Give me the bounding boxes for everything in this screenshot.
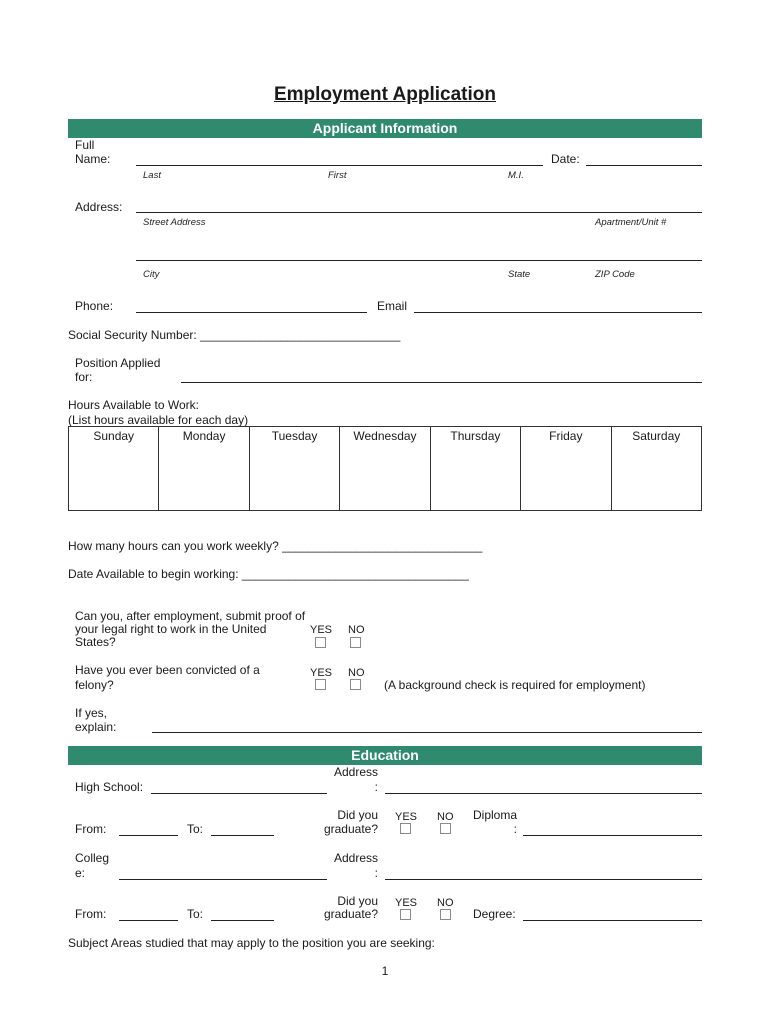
date-label: Date:	[551, 152, 580, 166]
hs-address-field[interactable]	[385, 793, 702, 794]
diploma-label-line2: :	[513, 822, 517, 836]
college-to-field[interactable]	[211, 920, 274, 921]
hs-graduate-no-checkbox[interactable]	[440, 823, 451, 834]
day-saturday[interactable]: Saturday	[611, 427, 701, 511]
felony-question-line2: felony?	[75, 678, 114, 692]
full-name-field[interactable]	[136, 165, 543, 166]
day-sunday[interactable]: Sunday	[69, 427, 159, 511]
address-label: Address:	[75, 200, 123, 214]
felony-question-line1: Have you ever been convicted of a	[75, 663, 260, 677]
hs-did-you-label: Did you	[337, 808, 378, 822]
city-state-zip-field[interactable]	[136, 260, 702, 261]
weekly-hours-field[interactable]: How many hours can you work weekly? ______________________________	[68, 539, 483, 553]
hs-to-field[interactable]	[211, 835, 274, 836]
hs-address-label-line2: :	[374, 780, 378, 794]
section-header-applicant: Applicant Information	[68, 119, 702, 138]
proof-question-line1: Can you, after employment, submit proof of	[75, 609, 306, 623]
date-available-field[interactable]: Date Available to begin working: __________________________________	[68, 567, 469, 581]
city-caption: City	[143, 269, 160, 280]
college-to-label: To:	[187, 907, 204, 921]
last-name-caption: Last	[143, 170, 161, 181]
section-header-education: Education	[68, 746, 702, 765]
phone-field[interactable]	[136, 312, 367, 313]
zip-caption: ZIP Code	[595, 269, 635, 280]
position-label-line2: for:	[75, 370, 93, 384]
day-friday[interactable]: Friday	[521, 427, 611, 511]
felony-yes-label: YES	[310, 667, 333, 679]
hs-no-label: NO	[437, 811, 454, 823]
high-school-label: High School:	[75, 780, 144, 794]
college-graduate-no-checkbox[interactable]	[440, 909, 451, 920]
proof-question-line3: States?	[75, 635, 116, 649]
college-address-field[interactable]	[385, 879, 702, 880]
street-address-field[interactable]	[136, 212, 702, 213]
first-name-caption: First	[328, 170, 347, 181]
hs-from-label: From:	[75, 822, 107, 836]
page-number: 1	[381, 964, 389, 978]
college-address-label-line1: Address	[333, 851, 378, 865]
college-from-label: From:	[75, 907, 107, 921]
hs-from-field[interactable]	[119, 835, 178, 836]
high-school-field[interactable]	[151, 793, 327, 794]
college-graduate-label: graduate?	[323, 907, 378, 921]
day-wednesday[interactable]: Wednesday	[340, 427, 430, 511]
proof-no-checkbox[interactable]	[350, 637, 361, 648]
date-field[interactable]	[586, 165, 702, 166]
background-check-note: (A background check is required for employment)	[384, 678, 646, 692]
position-field[interactable]	[181, 382, 702, 383]
felony-yes-checkbox[interactable]	[315, 679, 326, 690]
page-title: Employment Application	[273, 84, 497, 105]
proof-yes-checkbox[interactable]	[315, 637, 326, 648]
college-address-label-line2: :	[374, 866, 378, 880]
hs-address-label-line1: Address	[333, 765, 378, 779]
diploma-field[interactable]	[523, 835, 702, 836]
email-field[interactable]	[414, 312, 702, 313]
felony-no-checkbox[interactable]	[350, 679, 361, 690]
hours-table	[68, 426, 702, 511]
if-yes-label-line2: explain:	[75, 720, 117, 734]
proof-no-label: NO	[348, 624, 365, 636]
position-label-line1: Position Applied	[75, 356, 161, 370]
day-tuesday[interactable]: Tuesday	[249, 427, 339, 511]
proof-yes-label: YES	[310, 624, 333, 636]
day-thursday[interactable]: Thursday	[430, 427, 520, 511]
if-yes-label-line1: If yes,	[75, 706, 108, 720]
degree-field[interactable]	[523, 920, 702, 921]
hs-to-label: To:	[187, 822, 204, 836]
college-field[interactable]	[119, 879, 327, 880]
name-label: Name:	[75, 152, 111, 166]
diploma-label-line1: Diploma	[472, 808, 517, 822]
phone-label: Phone:	[75, 299, 114, 313]
college-yes-label: YES	[395, 897, 418, 909]
state-caption: State	[508, 269, 531, 280]
subject-areas-label: Subject Areas studied that may apply to the position you are seeking:	[68, 936, 435, 950]
email-label: Email	[377, 299, 408, 313]
hours-instruction: (List hours available for each day)	[68, 413, 249, 427]
college-label-line1: Colleg	[75, 851, 110, 865]
hs-graduate-yes-checkbox[interactable]	[400, 823, 411, 834]
full-label: Full	[75, 138, 95, 152]
felony-no-label: NO	[348, 667, 365, 679]
degree-label: Degree:	[473, 907, 516, 921]
hs-yes-label: YES	[395, 811, 418, 823]
college-did-you-label: Did you	[337, 894, 378, 908]
college-no-label: NO	[437, 897, 454, 909]
college-graduate-yes-checkbox[interactable]	[400, 909, 411, 920]
college-from-field[interactable]	[119, 920, 178, 921]
middle-initial-caption: M.I.	[508, 170, 524, 181]
hours-label: Hours Available to Work:	[68, 398, 199, 412]
day-monday[interactable]: Monday	[159, 427, 249, 511]
explanation-field[interactable]	[152, 732, 702, 733]
ssn-field[interactable]: Social Security Number: ______________________________	[68, 328, 401, 342]
proof-question-line2: your legal right to work in the United	[75, 622, 267, 636]
street-address-caption: Street Address	[143, 217, 206, 228]
hs-graduate-label: graduate?	[323, 822, 378, 836]
apartment-caption: Apartment/Unit #	[595, 217, 667, 228]
college-label-line2: e:	[75, 866, 86, 880]
